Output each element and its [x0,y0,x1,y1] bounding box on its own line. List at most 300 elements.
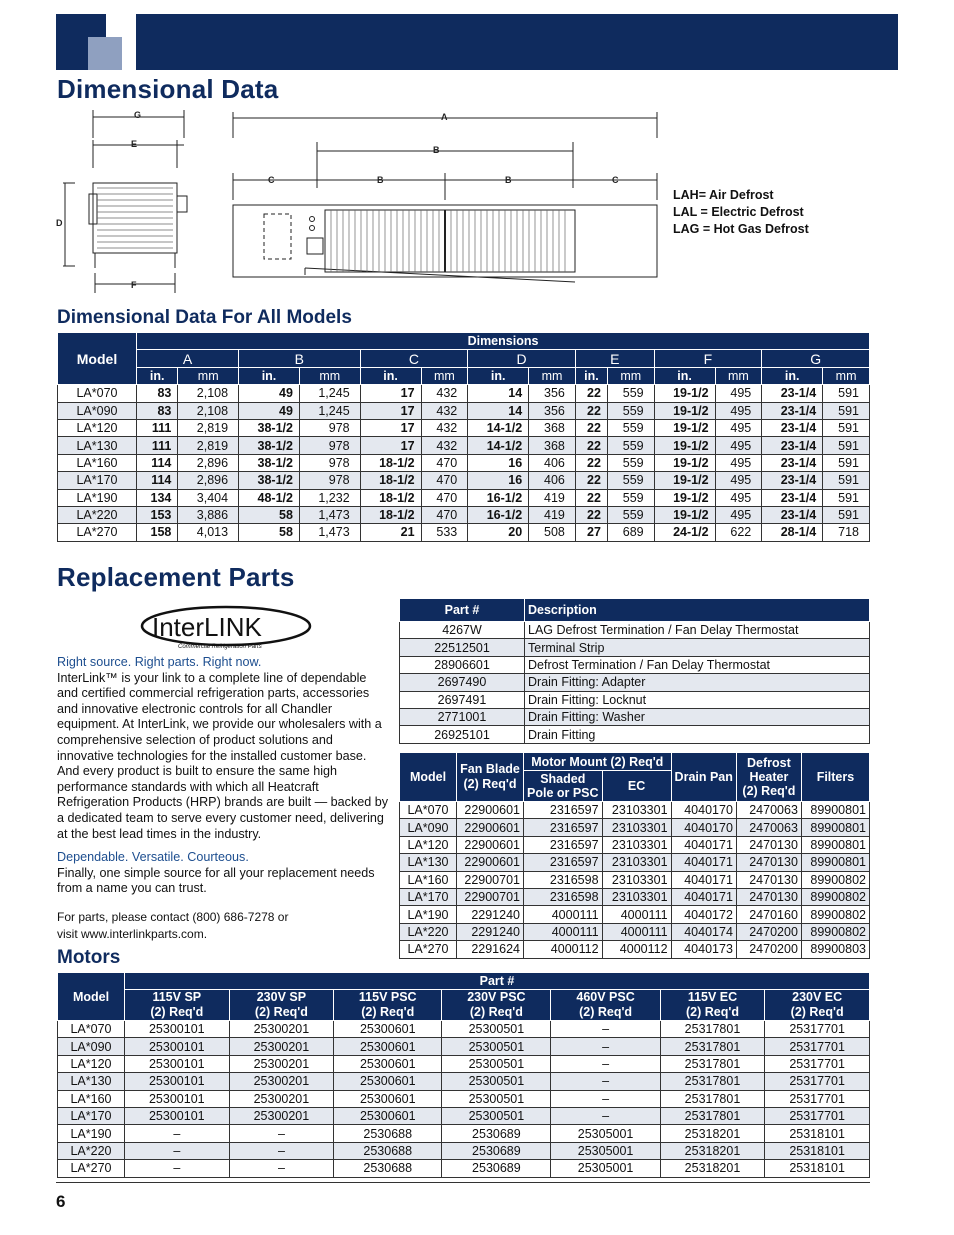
table-row [58,1142,870,1159]
dimension-cell: 2,819 [178,419,239,436]
logo-subtitle: Commercial Refrigeration Parts [178,644,262,650]
model-cell: LA*120 [58,419,137,436]
motor-part-cell: 2530689 [442,1160,551,1177]
dimension-cell: 2,108 [178,402,239,419]
dimension-cell: 22 [575,437,607,454]
part-cell: 23103301 [602,854,671,871]
dimension-cell: 111 [137,419,178,436]
motor-part-cell: 25300601 [334,1021,442,1038]
part-cell: 4040170 [671,819,736,836]
motor-part-cell: 25300101 [125,1090,230,1107]
description-cell: Drain Fitting [525,726,870,743]
dimension-cell: 16 [468,472,529,489]
page-divider [56,1182,870,1183]
motor-part-cell: 25300201 [229,1055,334,1072]
part-cell: 2291240 [457,906,524,923]
motor-part-cell: – [551,1038,660,1055]
dimension-cell: 2,896 [178,454,239,471]
part-cell: 2316597 [524,802,603,819]
dimension-cell: 114 [137,472,178,489]
model-cell: LA*220 [400,923,457,940]
dimension-cell: 559 [607,402,654,419]
unit-mm-header: mm [529,367,576,384]
dimension-cell: 559 [607,454,654,471]
parts-table [399,598,870,744]
dimension-cell: 591 [823,419,870,436]
dimension-cell: 23-1/4 [762,472,823,489]
table-row [58,1038,870,1055]
label-g: G [134,110,142,120]
dimension-cell: 23-1/4 [762,454,823,471]
dimension-diagram [55,108,675,294]
shaded-pole-header: Shaded Pole or PSC [524,771,603,802]
motor-part-cell: 25318201 [660,1142,765,1159]
part-cell: 4000111 [602,923,671,940]
label-e: E [131,139,138,149]
dimension-cell: 22 [575,506,607,523]
interlink-intro [57,655,389,897]
motor-column-header [229,990,334,1021]
table-row [400,674,870,691]
part-cell: 23103301 [602,888,671,905]
dimension-cell: 22 [575,472,607,489]
part-cell: 2470160 [736,906,801,923]
motors-table [57,972,870,1178]
dimension-column-header: F [654,350,762,367]
motor-column-header [660,990,765,1021]
part-cell: 2470200 [736,923,801,940]
dimension-cell: 158 [137,524,178,541]
part-cell: 22900601 [457,854,524,871]
motor-qty: (2) Req'd [254,1005,308,1019]
part-number-cell: 4267W [400,622,525,639]
part-cell: 2470130 [736,854,801,871]
part-cell: 22900601 [457,819,524,836]
motor-part-cell: 25317701 [765,1107,870,1124]
table-row [58,524,870,541]
part-cell: 4040170 [671,802,736,819]
part-cell: 2291240 [457,923,524,940]
part-cell: 2316597 [524,819,603,836]
table-row [400,639,870,656]
unit-in-header: in. [239,367,300,384]
page-number: 6 [56,1192,66,1211]
dimension-cell: 18-1/2 [360,489,421,506]
motor-part-cell: – [551,1073,660,1090]
motor-part-cell: 25317801 [660,1038,765,1055]
table-row [58,1107,870,1124]
model-cell: LA*270 [58,524,137,541]
table-row [58,385,870,402]
model-cell: LA*120 [400,836,457,853]
part-cell: 4000111 [602,906,671,923]
motor-type: 115V EC [687,990,738,1004]
model-cell: LA*190 [400,906,457,923]
intro-paragraph: InterLink™ is your link to a complete line of dependable and certified commercial refrigeration parts, accessories and innovative electronic controls for all Chandler equipment. At InterLink, we provide our wholesalers with a comprehensive selection of product solutions and innovative technologies for the installed customer base. And every product is built to ensure the same high performance standards with which all Heatcraft Refrigeration Products (HRP) brands are built — backed by a dedicated team to serve every customer need, delivering at the best lead times in the industry. [57,670,389,841]
model-cell: LA*120 [58,1055,125,1072]
dimension-cell: 83 [137,385,178,402]
label-a: A [441,112,448,122]
dimension-cell: 18-1/2 [360,506,421,523]
motor-qty: (2) Req'd [469,1005,523,1019]
table-row [400,888,870,905]
motor-part-cell: 25300101 [125,1107,230,1124]
part-cell: 22900601 [457,802,524,819]
description-cell: Drain Fitting: Locknut [525,691,870,708]
dimension-cell: 19-1/2 [654,402,715,419]
part-cell: 4040173 [671,941,736,958]
dimension-column-header: A [137,350,239,367]
motor-part-cell: 25300201 [229,1073,334,1090]
defrost-heater-header: Defrost Heater (2) Req'd [736,753,801,802]
contact-line: visit www.interlinkparts.com. [57,927,208,941]
part-cell: 4000112 [602,941,671,958]
header-square-light [88,37,122,70]
tagline: Dependable. Versatile. Courteous. [57,850,249,865]
dimension-cell: 114 [137,454,178,471]
label-c-right: C [612,175,619,185]
part-cell: 4040171 [671,871,736,888]
motor-mount-header: Motor Mount (2) Req'd [524,753,672,771]
unit-mm-header: mm [715,367,762,384]
table-row [58,454,870,471]
motor-part-cell: – [229,1160,334,1177]
dimension-cell: 495 [715,489,762,506]
motor-type: 230V PSC [467,990,526,1004]
dimension-column-header: E [575,350,654,367]
part-number-cell: 28906601 [400,656,525,673]
motor-part-cell: 25317701 [765,1073,870,1090]
dimension-cell: 22 [575,419,607,436]
part-cell: 89900802 [801,923,869,940]
motor-type: 230V SP [256,990,307,1004]
motor-qty: (2) Req'd [686,1005,739,1019]
model-cell: LA*170 [400,888,457,905]
ec-header: EC [602,771,671,802]
motor-part-cell: – [551,1107,660,1124]
table-row [58,1073,870,1090]
dimension-cell: 1,473 [299,506,360,523]
dimension-cell: 38-1/2 [239,437,300,454]
model-header: Model [400,753,457,802]
dimension-cell: 14-1/2 [468,419,529,436]
dimension-cell: 591 [823,489,870,506]
table-row [400,802,870,819]
label-f: F [131,280,137,290]
model-cell: LA*190 [58,489,137,506]
dimension-cell: 591 [823,506,870,523]
motor-qty: (2) Req'd [790,1005,844,1019]
dimension-cell: 23-1/4 [762,437,823,454]
part-cell: 23103301 [602,802,671,819]
motor-part-cell: 25300601 [334,1107,442,1124]
dimension-cell: 134 [137,489,178,506]
part-cell: 2316598 [524,888,603,905]
model-cell: LA*160 [400,871,457,888]
unit-in-header: in. [360,367,421,384]
description-cell: Drain Fitting: Adapter [525,674,870,691]
part-cell: 89900801 [801,819,869,836]
label-b-left: B [377,175,384,185]
motor-part-cell: 25317701 [765,1021,870,1038]
contact-info [57,909,389,943]
dimension-cell: 38-1/2 [239,419,300,436]
motor-part-cell: 25317801 [660,1107,765,1124]
model-cell: LA*160 [58,1090,125,1107]
dimension-cell: 16-1/2 [468,489,529,506]
part-number-cell: 22512501 [400,639,525,656]
part-cell: 2291624 [457,941,524,958]
dimension-cell: 18-1/2 [360,454,421,471]
part-cell: 89900801 [801,854,869,871]
motor-column-header [551,990,660,1021]
part-cell: 4040171 [671,854,736,871]
dimension-cell: 17 [360,419,421,436]
motor-qty: (2) Req'd [579,1005,633,1019]
dimension-cell: 591 [823,402,870,419]
table-row [400,836,870,853]
header-banner [136,14,898,70]
part-cell: 2470130 [736,888,801,905]
dimension-cell: 978 [299,454,360,471]
description-cell: Terminal Strip [525,639,870,656]
table-row [58,1055,870,1072]
part-cell: 89900801 [801,836,869,853]
part-cell: 2470130 [736,836,801,853]
model-cell: LA*130 [58,1073,125,1090]
motor-part-cell: 2530688 [334,1160,442,1177]
model-cell: LA*170 [58,472,137,489]
unit-mm-header: mm [607,367,654,384]
table-row [58,1160,870,1177]
dimension-cell: 559 [607,385,654,402]
table-row [400,691,870,708]
motor-part-cell: 25300201 [229,1090,334,1107]
contact-line: For parts, please contact (800) 686-7278 or [57,910,289,924]
unit-mm-header: mm [299,367,360,384]
part-cell: 2470130 [736,871,801,888]
unit-in-header: in. [468,367,529,384]
motor-part-cell: – [125,1125,230,1142]
dimension-column-header: D [468,350,576,367]
part-cell: 89900803 [801,941,869,958]
dimension-cell: 17 [360,437,421,454]
dimension-cell: 978 [299,472,360,489]
dimension-cell: 17 [360,385,421,402]
part-cell: 89900802 [801,888,869,905]
dimension-cell: 368 [529,419,576,436]
motor-part-cell: 25300101 [125,1038,230,1055]
motor-part-cell: 25305001 [551,1142,660,1159]
table-row [58,1090,870,1107]
dimension-cell: 559 [607,472,654,489]
unit-in-header: in. [137,367,178,384]
dimension-cell: 19-1/2 [654,385,715,402]
dimension-cell: 356 [529,385,576,402]
part-number-header: Part # [125,973,870,990]
part-cell: 4000111 [524,906,603,923]
motor-part-cell: 25300601 [334,1055,442,1072]
motor-part-cell: 25317701 [765,1090,870,1107]
dimension-cell: 19-1/2 [654,419,715,436]
part-cell: 23103301 [602,871,671,888]
motor-part-cell: – [551,1021,660,1038]
dimension-cell: 368 [529,437,576,454]
page-title: Dimensional Data [57,74,279,104]
dimension-cell: 508 [529,524,576,541]
part-cell: 2470200 [736,941,801,958]
table-row [58,472,870,489]
motor-part-cell: 2530689 [442,1125,551,1142]
dimension-cell: 533 [421,524,468,541]
dimension-cell: 1,245 [299,402,360,419]
dimension-cell: 978 [299,419,360,436]
motor-type: 460V PSC [576,990,635,1004]
motor-part-cell: 25318101 [765,1125,870,1142]
motor-part-cell: 25300501 [442,1055,551,1072]
dimension-cell: 470 [421,472,468,489]
dimension-cell: 1,245 [299,385,360,402]
description-cell: Defrost Termination / Fan Delay Thermostat [525,656,870,673]
motor-part-cell: 25300501 [442,1107,551,1124]
part-cell: 4040172 [671,906,736,923]
motor-column-header [125,990,230,1021]
dimension-cell: 14-1/2 [468,437,529,454]
defrost-legend [673,187,809,238]
dimension-cell: 689 [607,524,654,541]
model-cell: LA*070 [400,802,457,819]
motor-type: 230V EC [792,990,843,1004]
dimension-cell: 495 [715,419,762,436]
table-row [58,402,870,419]
dimension-cell: 718 [823,524,870,541]
motor-column-header [334,990,442,1021]
table-row [400,854,870,871]
motor-part-cell: 25318101 [765,1160,870,1177]
dimension-cell: 23-1/4 [762,385,823,402]
dimension-cell: 58 [239,506,300,523]
table-row [58,419,870,436]
interlink-logo [140,604,316,650]
dimension-cell: 19-1/2 [654,506,715,523]
dimension-cell: 19-1/2 [654,454,715,471]
motor-part-cell: – [229,1125,334,1142]
part-cell: 89900802 [801,906,869,923]
dimension-cell: 559 [607,506,654,523]
motor-part-cell: 25300501 [442,1090,551,1107]
model-cell: LA*090 [400,819,457,836]
part-cell: 22900601 [457,836,524,853]
dimension-cell: 16-1/2 [468,506,529,523]
dimension-cell: 22 [575,489,607,506]
table-row [58,489,870,506]
table-row [400,622,870,639]
dimension-cell: 22 [575,402,607,419]
dimension-cell: 20 [468,524,529,541]
filters-header: Filters [801,753,869,802]
table-row [400,923,870,940]
label-c-left: C [268,175,275,185]
label-b-top: B [433,145,440,155]
motor-part-cell: 25300201 [229,1107,334,1124]
dimension-column-header: C [360,350,468,367]
description-cell: LAG Defrost Termination / Fan Delay Thermostat [525,622,870,639]
dimension-cell: 559 [607,419,654,436]
dimension-cell: 495 [715,506,762,523]
part-cell: 23103301 [602,836,671,853]
dimension-cell: 22 [575,454,607,471]
dimension-column-header: B [239,350,361,367]
dimension-cell: 495 [715,385,762,402]
dimension-cell: 22 [575,385,607,402]
part-cell: 2470063 [736,819,801,836]
intro-paragraph: Finally, one simple source for all your replacement needs from a name you can trust. [57,865,375,896]
motor-part-cell: 25300501 [442,1021,551,1038]
dimension-cell: 38-1/2 [239,472,300,489]
dimension-cell: 432 [421,419,468,436]
motor-part-cell: 25300101 [125,1021,230,1038]
dimension-cell: 23-1/4 [762,506,823,523]
dimension-cell: 2,108 [178,385,239,402]
motor-part-cell: – [125,1160,230,1177]
model-cell: LA*070 [58,1021,125,1038]
dimension-cell: 49 [239,402,300,419]
table-row [400,656,870,673]
dimension-cell: 23-1/4 [762,489,823,506]
motor-part-cell: – [551,1055,660,1072]
motor-part-cell: 25318201 [660,1125,765,1142]
dimension-cell: 356 [529,402,576,419]
motor-column-header [442,990,551,1021]
part-cell: 89900802 [801,871,869,888]
part-cell: 2316598 [524,871,603,888]
description-header: Description [525,599,870,622]
components-table [399,752,870,959]
dimension-cell: 622 [715,524,762,541]
motor-part-cell: 25300601 [334,1073,442,1090]
unit-mm-header: mm [421,367,468,384]
dimension-cell: 19-1/2 [654,472,715,489]
dimension-cell: 495 [715,454,762,471]
dimension-cell: 432 [421,437,468,454]
motor-part-cell: 25317801 [660,1090,765,1107]
motor-part-cell: 25300501 [442,1038,551,1055]
dimension-cell: 495 [715,402,762,419]
logo-text: InterLINK [152,612,262,642]
dimension-cell: 591 [823,454,870,471]
dimension-cell: 419 [529,489,576,506]
label-d: D [56,218,63,228]
dimension-cell: 470 [421,506,468,523]
part-number-cell: 26925101 [400,726,525,743]
dimension-cell: 18-1/2 [360,472,421,489]
table-row [58,1125,870,1142]
part-number-cell: 2771001 [400,708,525,725]
dimension-cell: 17 [360,402,421,419]
motor-column-header [765,990,870,1021]
dimension-cell: 4,013 [178,524,239,541]
motor-part-cell: 25300201 [229,1038,334,1055]
dimension-cell: 28-1/4 [762,524,823,541]
part-cell: 23103301 [602,819,671,836]
part-number-cell: 2697491 [400,691,525,708]
table-row [400,819,870,836]
unit-in-header: in. [654,367,715,384]
dimension-cell: 14 [468,402,529,419]
dimension-cell: 495 [715,437,762,454]
model-cell: LA*220 [58,506,137,523]
dimension-cell: 591 [823,437,870,454]
